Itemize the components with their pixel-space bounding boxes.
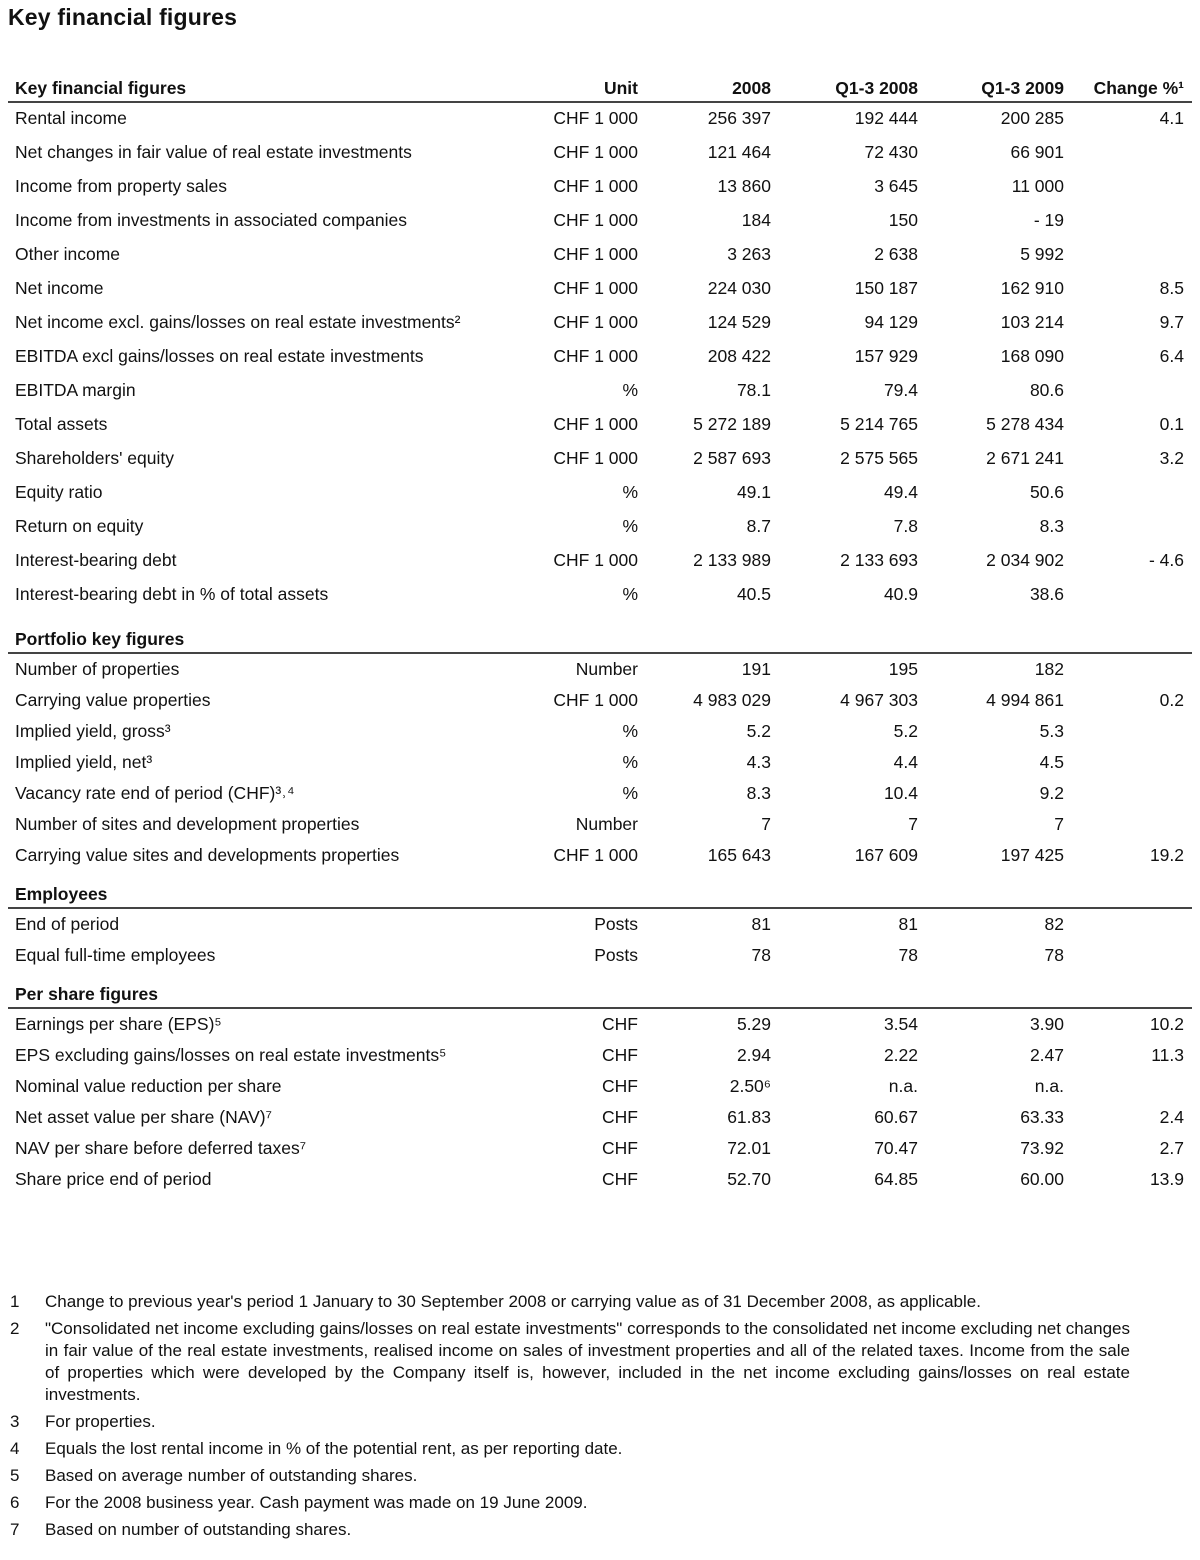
table-row: [8, 239, 1192, 273]
header-row-label: Portfolio key figures: [15, 629, 185, 649]
value-2008-cell: 184: [741, 210, 771, 230]
row-label: Net income: [15, 278, 104, 298]
value-q1-3-2009-cell: 200 285: [1000, 108, 1064, 128]
row-label: Income from property sales: [15, 176, 228, 196]
value-q1-3-2009-cell: 103 214: [1000, 312, 1064, 332]
value-q1-3-2009-cell: 38.6: [1029, 584, 1064, 604]
row-label: Net income excl. gains/losses on real estate investments²: [15, 312, 461, 332]
value-q1-3-2008-cell: 60.67: [874, 1107, 918, 1127]
value-q1-3-2008-cell: 94 129: [864, 312, 918, 332]
footnote-number: 5: [10, 1466, 20, 1485]
row-label: Net changes in fair value of real estate investments: [15, 142, 412, 162]
row-label: Income from investments in associated companies: [15, 210, 407, 230]
value-2008-cell: 78: [751, 945, 771, 965]
row-label: Equity ratio: [15, 482, 103, 502]
change-percent-cell: 2.4: [1159, 1107, 1184, 1127]
change-percent-cell: 4.1: [1159, 108, 1184, 128]
table-row: [8, 375, 1192, 409]
value-q1-3-2009-cell: 82: [1044, 914, 1064, 934]
row-label: Interest-bearing debt in % of total assets: [15, 584, 329, 604]
change-percent-cell: 8.5: [1159, 278, 1184, 298]
footnote: [10, 1438, 1130, 1460]
unit-cell: CHF 1 000: [553, 278, 638, 298]
value-q1-3-2009-cell: 66 901: [1010, 142, 1064, 162]
footnote-number: 1: [10, 1292, 20, 1311]
change-percent-cell: 11.3: [1151, 1045, 1184, 1065]
footnote-number: 2: [10, 1319, 20, 1338]
value-2008-cell: 2 133 989: [693, 550, 771, 570]
value-q1-3-2009-cell: 73.92: [1020, 1138, 1064, 1158]
value-q1-3-2008-cell: 192 444: [854, 108, 918, 128]
unit-cell: CHF: [602, 1045, 638, 1065]
footnotes: [10, 1291, 1130, 1546]
unit-cell: Posts: [594, 914, 638, 934]
unit-cell: CHF 1 000: [553, 550, 638, 570]
unit-cell: CHF: [602, 1107, 638, 1127]
value-q1-3-2009-cell: 2 671 241: [986, 448, 1064, 468]
row-label: Earnings per share (EPS)⁵: [15, 1014, 222, 1034]
value-q1-3-2009-cell: 2.47: [1029, 1045, 1064, 1065]
row-label: Share price end of period: [15, 1169, 212, 1189]
value-q1-3-2008-cell: 195: [888, 659, 918, 679]
table-row: [8, 205, 1192, 239]
footnote-number: 3: [10, 1412, 20, 1431]
change-percent-cell: 3.2: [1159, 448, 1184, 468]
row-label: EBITDA margin: [15, 380, 136, 400]
unit-cell: CHF: [602, 1076, 638, 1096]
header-change-percent-cell: Change %¹: [1093, 78, 1184, 98]
value-q1-3-2009-cell: 8.3: [1039, 516, 1064, 536]
section-header: [8, 979, 1192, 1009]
section-sec3: [8, 879, 1192, 971]
value-2008-cell: 5.29: [736, 1014, 771, 1034]
value-q1-3-2009-cell: 7: [1054, 814, 1064, 834]
value-q1-3-2008-cell: 2 638: [874, 244, 918, 264]
header-unit-cell: Unit: [603, 78, 638, 98]
page-title: Key financial figures: [8, 4, 238, 30]
unit-cell: CHF 1 000: [553, 312, 638, 332]
value-q1-3-2008-cell: 5 214 765: [840, 414, 918, 434]
unit-cell: CHF 1 000: [553, 210, 638, 230]
value-q1-3-2008-cell: 78: [898, 945, 918, 965]
footnote-text: Based on average number of outstanding shares.: [45, 1466, 418, 1485]
row-label: EBITDA excl gains/losses on real estate investments: [15, 346, 424, 366]
value-q1-3-2009-cell: - 19: [1033, 210, 1064, 230]
value-2008-cell: 3 263: [727, 244, 771, 264]
unit-cell: %: [622, 752, 638, 772]
value-2008-cell: 13 860: [717, 176, 771, 196]
footnote-number: 4: [10, 1439, 20, 1458]
value-q1-3-2008-cell: 79.4: [883, 380, 918, 400]
value-2008-cell: 2.50⁶: [729, 1076, 771, 1096]
value-q1-3-2008-cell: 70.47: [874, 1138, 918, 1158]
table-row: [8, 654, 1192, 685]
row-label: Return on equity: [15, 516, 144, 536]
value-q1-3-2008-cell: 150 187: [854, 278, 918, 298]
unit-cell: %: [622, 482, 638, 502]
value-q1-3-2009-cell: 63.33: [1020, 1107, 1064, 1127]
value-q1-3-2008-cell: 49.4: [883, 482, 918, 502]
unit-cell: CHF 1 000: [553, 690, 638, 710]
value-2008-cell: 8.7: [746, 516, 771, 536]
row-label: Carrying value sites and developments properties: [15, 845, 400, 865]
row-label: Vacancy rate end of period (CHF)³˒⁴: [15, 783, 295, 803]
value-q1-3-2008-cell: 3.54: [883, 1014, 918, 1034]
header-row-label: Key financial figures: [15, 78, 187, 98]
value-2008-cell: 78.1: [736, 380, 771, 400]
change-percent-cell: 10.2: [1149, 1014, 1184, 1034]
row-label: EPS excluding gains/losses on real estate investments⁵: [15, 1045, 447, 1065]
value-2008-cell: 121 464: [707, 142, 771, 162]
value-q1-3-2008-cell: 167 609: [854, 845, 918, 865]
value-q1-3-2008-cell: 2.22: [883, 1045, 918, 1065]
footnote: [10, 1519, 1130, 1541]
value-q1-3-2008-cell: 157 929: [854, 346, 918, 366]
value-2008-cell: 165 643: [707, 845, 771, 865]
table-row: [8, 685, 1192, 716]
table-row: [8, 747, 1192, 778]
value-q1-3-2009-cell: 80.6: [1029, 380, 1064, 400]
value-q1-3-2009-cell: 11 000: [1011, 176, 1064, 196]
row-label: Number of properties: [15, 659, 180, 679]
value-q1-3-2008-cell: 5.2: [893, 721, 918, 741]
unit-cell: CHF 1 000: [553, 845, 638, 865]
unit-cell: CHF 1 000: [553, 448, 638, 468]
value-q1-3-2009-cell: 9.2: [1039, 783, 1064, 803]
table-row: [8, 137, 1192, 171]
table-row: [8, 809, 1192, 840]
header-row-label: Employees: [15, 884, 108, 904]
table-row: [8, 778, 1192, 809]
section-sec2: [8, 624, 1192, 871]
header-row-label: Per share figures: [15, 984, 158, 1004]
unit-cell: CHF 1 000: [553, 142, 638, 162]
row-label: Equal full-time employees: [15, 945, 216, 965]
value-2008-cell: 40.5: [736, 584, 771, 604]
table-row: [8, 103, 1192, 137]
row-label: Rental income: [15, 108, 127, 128]
value-2008-cell: 5 272 189: [693, 414, 771, 434]
value-2008-cell: 191: [741, 659, 771, 679]
footnote: [10, 1318, 1130, 1406]
value-2008-cell: 208 422: [707, 346, 771, 366]
table-row: [8, 1071, 1192, 1102]
value-q1-3-2009-cell: 4.5: [1039, 752, 1064, 772]
value-q1-3-2008-cell: 2 575 565: [840, 448, 918, 468]
unit-cell: CHF 1 000: [553, 176, 638, 196]
table-row: [8, 171, 1192, 205]
unit-cell: CHF 1 000: [553, 346, 638, 366]
footnote-text: For properties.: [45, 1412, 156, 1431]
table-row: [8, 940, 1192, 971]
row-label: Implied yield, gross³: [15, 721, 171, 741]
value-q1-3-2008-cell: 4 967 303: [840, 690, 918, 710]
row-label: Shareholders' equity: [15, 448, 174, 468]
unit-cell: %: [622, 721, 638, 741]
change-percent-cell: 6.4: [1159, 346, 1184, 366]
value-2008-cell: 4 983 029: [693, 690, 771, 710]
row-label: NAV per share before deferred taxes⁷: [15, 1138, 307, 1158]
change-percent-cell: 2.7: [1159, 1138, 1184, 1158]
value-2008-cell: 5.2: [746, 721, 771, 741]
footnote: [10, 1492, 1130, 1514]
value-q1-3-2008-cell: 3 645: [874, 176, 918, 196]
value-q1-3-2009-cell: 197 425: [1000, 845, 1064, 865]
footnote-text: For the 2008 business year. Cash payment was made on 19 June 2009.: [45, 1493, 588, 1512]
row-label: Other income: [15, 244, 121, 264]
value-2008-cell: 7: [761, 814, 771, 834]
value-q1-3-2009-cell: 4 994 861: [986, 690, 1064, 710]
unit-cell: Number: [575, 814, 638, 834]
table-row: [8, 1040, 1192, 1071]
value-q1-3-2009-cell: 162 910: [1000, 278, 1064, 298]
value-2008-cell: 224 030: [707, 278, 771, 298]
value-2008-cell: 124 529: [707, 312, 771, 332]
value-q1-3-2008-cell: 7.8: [893, 516, 918, 536]
unit-cell: %: [622, 783, 638, 803]
value-q1-3-2008-cell: 81: [898, 914, 918, 934]
unit-cell: CHF: [602, 1169, 638, 1189]
value-q1-3-2008-cell: 40.9: [883, 584, 918, 604]
unit-cell: CHF 1 000: [553, 108, 638, 128]
unit-cell: CHF 1 000: [553, 244, 638, 264]
table-row: [8, 1164, 1192, 1195]
value-q1-3-2009-cell: 5 278 434: [986, 414, 1064, 434]
unit-cell: Posts: [594, 945, 638, 965]
value-q1-3-2009-cell: 3.90: [1029, 1014, 1064, 1034]
value-q1-3-2009-cell: 182: [1034, 659, 1064, 679]
section-sec1: [8, 73, 1192, 613]
row-label: End of period: [15, 914, 120, 934]
header-value-q1-3-2008-cell: Q1-3 2008: [835, 78, 918, 98]
unit-cell: CHF 1 000: [553, 414, 638, 434]
value-2008-cell: 4.3: [746, 752, 771, 772]
footnote: [10, 1291, 1130, 1313]
value-q1-3-2008-cell: 150: [888, 210, 918, 230]
table-row: [8, 840, 1192, 871]
footnote-text: Based on number of outstanding shares.: [45, 1520, 352, 1539]
row-label: Number of sites and development properties: [15, 814, 360, 834]
table-row: [8, 443, 1192, 477]
change-percent-cell: 19.2: [1149, 845, 1184, 865]
table-row: [8, 307, 1192, 341]
unit-cell: %: [622, 584, 638, 604]
section-sec4: [8, 979, 1192, 1195]
value-q1-3-2009-cell: 168 090: [1000, 346, 1064, 366]
row-label: Total assets: [15, 414, 108, 434]
value-q1-3-2009-cell: 50.6: [1029, 482, 1064, 502]
change-percent-cell: 0.1: [1159, 414, 1184, 434]
table-row: [8, 511, 1192, 545]
table-row: [8, 909, 1192, 940]
value-q1-3-2008-cell: 10.4: [883, 783, 918, 803]
value-q1-3-2008-cell: 64.85: [874, 1169, 918, 1189]
table-row: [8, 579, 1192, 613]
change-percent-cell: 13.9: [1149, 1169, 1184, 1189]
footnote-number: 7: [10, 1520, 20, 1539]
footnote: [10, 1411, 1130, 1433]
change-percent-cell: - 4.6: [1148, 550, 1184, 570]
footnote: [10, 1465, 1130, 1487]
value-2008-cell: 52.70: [727, 1169, 771, 1189]
row-label: Carrying value properties: [15, 690, 211, 710]
row-label: Nominal value reduction per share: [15, 1076, 282, 1096]
table-row: [8, 716, 1192, 747]
unit-cell: Number: [575, 659, 638, 679]
value-q1-3-2009-cell: 60.00: [1020, 1169, 1064, 1189]
value-q1-3-2009-cell: 2 034 902: [986, 550, 1064, 570]
value-2008-cell: 2.94: [736, 1045, 771, 1065]
value-2008-cell: 72.01: [727, 1138, 771, 1158]
value-q1-3-2009-cell: 5 992: [1020, 244, 1064, 264]
row-label: Net asset value per share (NAV)⁷: [15, 1107, 272, 1127]
header-value-2008-cell: 2008: [732, 78, 771, 98]
value-q1-3-2009-cell: 5.3: [1039, 721, 1064, 741]
value-q1-3-2009-cell: n.a.: [1034, 1076, 1064, 1096]
footnote-number: 6: [10, 1493, 20, 1512]
value-2008-cell: 61.83: [727, 1107, 771, 1127]
value-2008-cell: 2 587 693: [693, 448, 771, 468]
section-header: [8, 624, 1192, 654]
row-label: Implied yield, net³: [15, 752, 153, 772]
unit-cell: CHF: [602, 1014, 638, 1034]
value-q1-3-2009-cell: 78: [1044, 945, 1064, 965]
value-2008-cell: 256 397: [707, 108, 771, 128]
table-row: [8, 1009, 1192, 1040]
value-2008-cell: 49.1: [736, 482, 771, 502]
footnote-text: Change to previous year's period 1 January to 30 September 2008 or carrying value as of 31 December 2008, as applicable.: [45, 1292, 981, 1311]
table-row: [8, 477, 1192, 511]
unit-cell: %: [622, 380, 638, 400]
row-label: Interest-bearing debt: [15, 550, 177, 570]
table-row: [8, 1102, 1192, 1133]
value-q1-3-2008-cell: 4.4: [893, 752, 918, 772]
unit-cell: %: [622, 516, 638, 536]
table-row: [8, 1133, 1192, 1164]
header-value-q1-3-2009-cell: Q1-3 2009: [981, 78, 1064, 98]
section-header: [8, 73, 1192, 103]
change-percent-cell: 0.2: [1159, 690, 1184, 710]
financial-figures-table: [8, 73, 1192, 1195]
value-2008-cell: 81: [751, 914, 771, 934]
footnote-text: Equals the lost rental income in % of the potential rent, as per reporting date.: [45, 1439, 623, 1458]
unit-cell: CHF: [602, 1138, 638, 1158]
value-q1-3-2008-cell: 7: [908, 814, 918, 834]
table-row: [8, 545, 1192, 579]
table-row: [8, 341, 1192, 375]
value-2008-cell: 8.3: [746, 783, 771, 803]
value-q1-3-2008-cell: 2 133 693: [840, 550, 918, 570]
footnote-text: "Consolidated net income excluding gains/losses on real estate investments" corresponds to the consolidated net income excluding net changes in fair value of the real estate investments, realised income on sales of investment properties and all of the related taxes. Income from the sale of properties which were developed by the Company itself is, however, included in the net income excluding gains/losses on real estate investments.: [45, 1319, 1130, 1404]
table-row: [8, 409, 1192, 443]
table-row: [8, 273, 1192, 307]
change-percent-cell: 9.7: [1159, 312, 1184, 332]
value-q1-3-2008-cell: 72 430: [864, 142, 918, 162]
value-q1-3-2008-cell: n.a.: [888, 1076, 918, 1096]
section-header: [8, 879, 1192, 909]
